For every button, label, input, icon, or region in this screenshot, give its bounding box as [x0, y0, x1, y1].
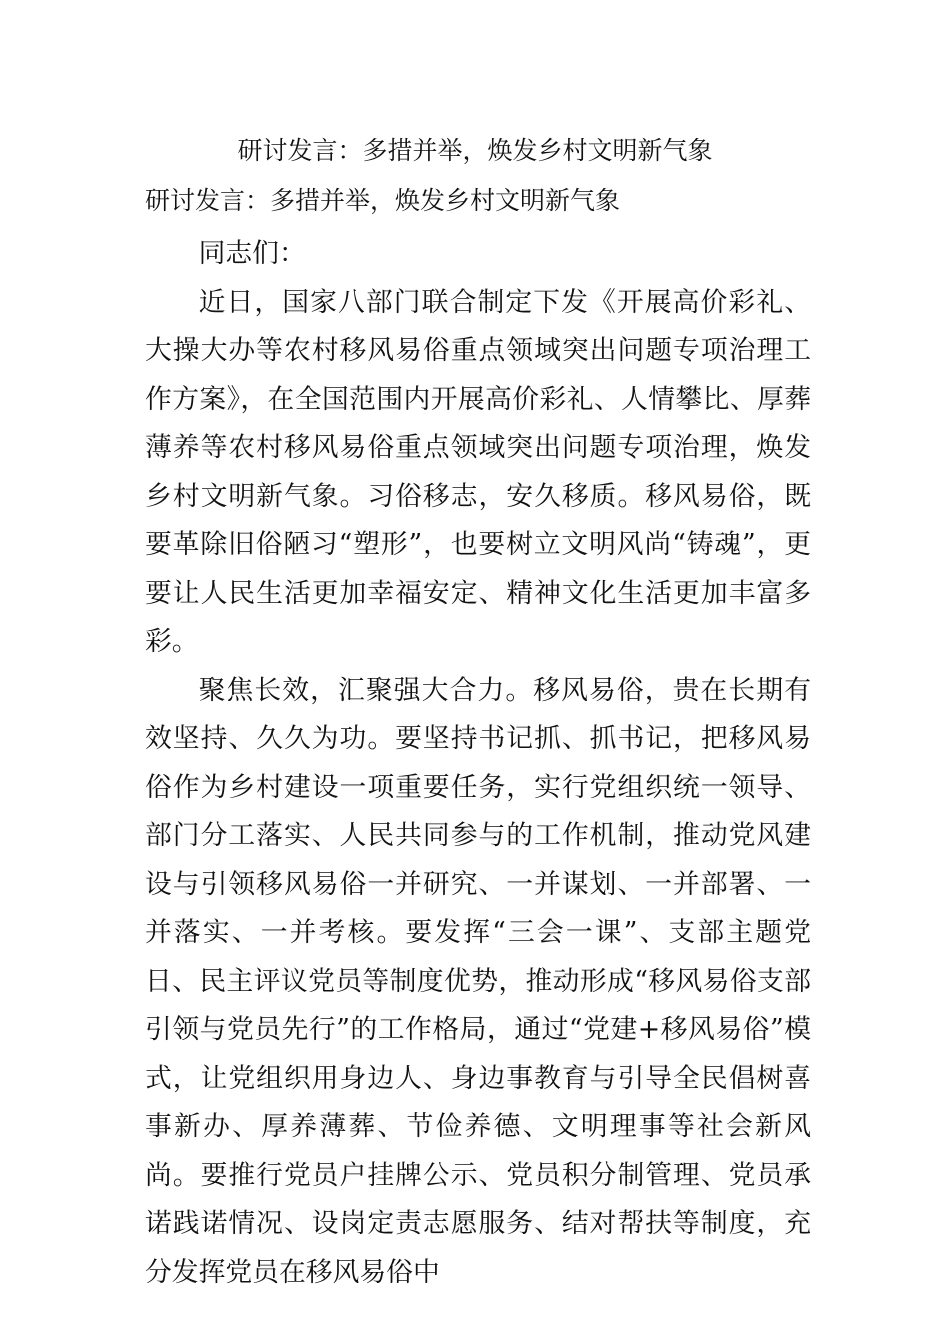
document-title: 研讨发言：多措并举，焕发乡村文明新气象 — [237, 136, 713, 165]
paragraph: 聚焦长效，汇聚强大合力。移风易俗，贵在长期有效坚持、久久为功。要坚持书记抓、抓书记，把移风易俗作为乡村建设一项重要任务，实行党组织统一领导、部门分工落实、人民共同参与的工作机制，推动党风建设与引领移风易俗一并研究、一并谋划、一并部署、一并落实、一并考核。要发挥“三会一课”、支部主题党日、民主评议党员等制度优势，推动形成“移风易俗支部引领与党员先行”的工作格局，通过“党建+移风易俗”模式，让党组织用身边人、身边事教育与引导全民倡树喜事新办、厚养薄葬、节俭养德、文明理事等社会新风尚。要推行党员户挂牌公示、党员积分制管理、党员承诺践诺情况、设岗定责志愿服务、结对帮扶等制度，充分发挥党员在移风易俗中 — [145, 674, 811, 1288]
document-subtitle: 研讨发言：多措并举，焕发乡村文明新气象 — [145, 186, 621, 215]
document-body — [145, 230, 811, 1297]
paragraph: 近日，国家八部门联合制定下发《开展高价彩礼、大操大办等农村移风易俗重点领域突出问题专项治理工作方案》，在全国范围内开展高价彩礼、人情攀比、厚葬薄养等农村移风易俗重点领域突出问题专项治理，焕发乡村文明新气象。习俗移志，安久移质。移风易俗，既要革除旧俗陋习“塑形”，也要树立文明风尚“铸魂”，更要让人民生活更加幸福安定、精神文化生活更加丰富多彩。 — [145, 286, 811, 657]
greeting: 同志们： — [198, 238, 306, 269]
